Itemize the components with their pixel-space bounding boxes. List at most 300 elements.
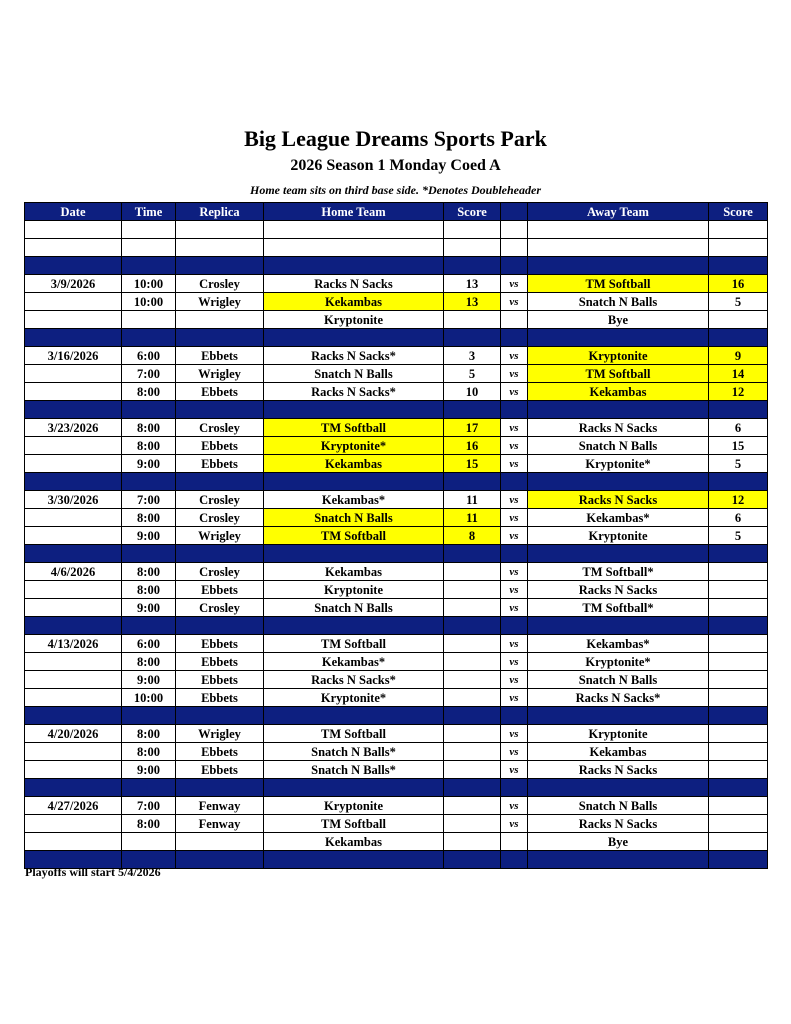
- vs-cell: vs: [501, 563, 528, 581]
- time-cell: 7:00: [122, 365, 176, 383]
- away-team-cell: Kekambas: [528, 743, 709, 761]
- vs-cell: vs: [501, 671, 528, 689]
- date-cell: [25, 239, 122, 257]
- replica-cell: Crosley: [176, 491, 264, 509]
- home-team-cell: Kryptonite*: [264, 689, 444, 707]
- separator-cell: [528, 779, 709, 797]
- separator-cell: [176, 779, 264, 797]
- vs-cell: [501, 221, 528, 239]
- home-team-cell: TM Softball: [264, 725, 444, 743]
- page-title: Big League Dreams Sports Park: [244, 126, 547, 151]
- away-team-cell: TM Softball*: [528, 599, 709, 617]
- replica-cell: Ebbets: [176, 743, 264, 761]
- vs-cell: vs: [501, 527, 528, 545]
- home-score-cell: 11: [444, 509, 501, 527]
- date-cell: [25, 509, 122, 527]
- home-team-cell: Snatch N Balls: [264, 365, 444, 383]
- separator-cell: [25, 473, 122, 491]
- separator-cell: [25, 617, 122, 635]
- week-separator-row: [25, 257, 768, 275]
- page-subtitle: 2026 Season 1 Monday Coed A: [290, 157, 501, 174]
- date-cell: [25, 221, 122, 239]
- time-cell: 8:00: [122, 563, 176, 581]
- separator-cell: [25, 545, 122, 563]
- home-team-cell: Kekambas: [264, 293, 444, 311]
- column-header-away-score: Score: [709, 203, 768, 221]
- separator-cell: [176, 257, 264, 275]
- vs-cell: [501, 239, 528, 257]
- date-cell: [25, 383, 122, 401]
- home-team-cell: Racks N Sacks*: [264, 347, 444, 365]
- home-score-cell: [444, 815, 501, 833]
- table-row: [25, 491, 768, 509]
- replica-cell: Ebbets: [176, 671, 264, 689]
- footer-note: Playoffs will start 5/4/2026: [25, 865, 161, 879]
- home-team-cell: TM Softball: [264, 419, 444, 437]
- away-team-cell: Racks N Sacks*: [528, 689, 709, 707]
- separator-cell: [709, 473, 768, 491]
- week-separator-row: [25, 401, 768, 419]
- table-row: [25, 293, 768, 311]
- home-team-cell: [264, 239, 444, 257]
- home-team-cell: [264, 221, 444, 239]
- table-row: [25, 671, 768, 689]
- home-score-cell: 13: [444, 293, 501, 311]
- replica-cell: [176, 221, 264, 239]
- time-cell: [122, 311, 176, 329]
- time-cell: 10:00: [122, 689, 176, 707]
- replica-cell: Crosley: [176, 419, 264, 437]
- time-cell: 10:00: [122, 275, 176, 293]
- table-row: [25, 797, 768, 815]
- table-row: [25, 509, 768, 527]
- replica-cell: Wrigley: [176, 527, 264, 545]
- separator-cell: [444, 851, 501, 869]
- separator-cell: [444, 779, 501, 797]
- vs-cell: vs: [501, 491, 528, 509]
- time-cell: 6:00: [122, 635, 176, 653]
- away-score-cell: 6: [709, 509, 768, 527]
- away-team-cell: Kryptonite*: [528, 455, 709, 473]
- week-separator-row: [25, 329, 768, 347]
- away-score-cell: [709, 653, 768, 671]
- away-score-cell: 5: [709, 293, 768, 311]
- table-row: [25, 581, 768, 599]
- time-cell: 9:00: [122, 599, 176, 617]
- replica-cell: Wrigley: [176, 293, 264, 311]
- separator-cell: [264, 329, 444, 347]
- table-row: [25, 275, 768, 293]
- time-cell: 8:00: [122, 419, 176, 437]
- home-team-cell: Kekambas: [264, 833, 444, 851]
- away-score-cell: 5: [709, 527, 768, 545]
- date-cell: [25, 293, 122, 311]
- vs-cell: vs: [501, 419, 528, 437]
- table-row: [25, 221, 768, 239]
- vs-cell: vs: [501, 653, 528, 671]
- away-team-cell: Snatch N Balls: [528, 437, 709, 455]
- vs-cell: vs: [501, 599, 528, 617]
- away-team-cell: Racks N Sacks: [528, 581, 709, 599]
- away-team-cell: TM Softball: [528, 365, 709, 383]
- separator-cell: [25, 779, 122, 797]
- away-score-cell: [709, 671, 768, 689]
- time-cell: 8:00: [122, 815, 176, 833]
- separator-cell: [444, 401, 501, 419]
- away-score-cell: 16: [709, 275, 768, 293]
- time-cell: 9:00: [122, 761, 176, 779]
- separator-cell: [709, 779, 768, 797]
- separator-cell: [709, 545, 768, 563]
- home-team-cell: Racks N Sacks*: [264, 671, 444, 689]
- home-score-cell: 15: [444, 455, 501, 473]
- home-team-cell: Kekambas*: [264, 653, 444, 671]
- separator-cell: [501, 473, 528, 491]
- away-team-cell: Bye: [528, 833, 709, 851]
- separator-cell: [122, 473, 176, 491]
- away-team-cell: Snatch N Balls: [528, 797, 709, 815]
- home-team-cell: Racks N Sacks: [264, 275, 444, 293]
- separator-cell: [501, 329, 528, 347]
- table-row: [25, 689, 768, 707]
- away-team-cell: Racks N Sacks: [528, 815, 709, 833]
- away-score-cell: 6: [709, 419, 768, 437]
- separator-cell: [122, 545, 176, 563]
- table-row: [25, 743, 768, 761]
- table-row: [25, 527, 768, 545]
- separator-cell: [528, 257, 709, 275]
- date-cell: 3/9/2026: [25, 275, 122, 293]
- home-team-cell: TM Softball: [264, 815, 444, 833]
- column-header-time: Time: [122, 203, 176, 221]
- date-cell: [25, 833, 122, 851]
- replica-cell: Ebbets: [176, 383, 264, 401]
- separator-cell: [264, 779, 444, 797]
- week-separator-row: [25, 779, 768, 797]
- date-cell: 4/13/2026: [25, 635, 122, 653]
- date-cell: [25, 365, 122, 383]
- away-score-cell: [709, 725, 768, 743]
- time-cell: 8:00: [122, 437, 176, 455]
- separator-cell: [501, 779, 528, 797]
- home-score-cell: [444, 689, 501, 707]
- home-score-cell: 16: [444, 437, 501, 455]
- home-team-cell: Racks N Sacks*: [264, 383, 444, 401]
- separator-cell: [444, 473, 501, 491]
- separator-cell: [264, 401, 444, 419]
- column-header-away-team: Away Team: [528, 203, 709, 221]
- separator-cell: [709, 257, 768, 275]
- table-row: [25, 311, 768, 329]
- home-score-cell: [444, 671, 501, 689]
- separator-cell: [501, 617, 528, 635]
- home-score-cell: [444, 833, 501, 851]
- table-row: [25, 419, 768, 437]
- replica-cell: Ebbets: [176, 581, 264, 599]
- home-team-cell: Kryptonite*: [264, 437, 444, 455]
- week-separator-row: [25, 545, 768, 563]
- time-cell: 8:00: [122, 581, 176, 599]
- vs-cell: vs: [501, 365, 528, 383]
- home-team-cell: TM Softball: [264, 527, 444, 545]
- home-team-cell: Snatch N Balls: [264, 509, 444, 527]
- away-score-cell: [709, 311, 768, 329]
- column-header-home-score: Score: [444, 203, 501, 221]
- table-row: [25, 437, 768, 455]
- table-row: [25, 653, 768, 671]
- time-cell: 8:00: [122, 653, 176, 671]
- away-score-cell: [709, 581, 768, 599]
- away-score-cell: [709, 761, 768, 779]
- home-score-cell: 8: [444, 527, 501, 545]
- replica-cell: Crosley: [176, 563, 264, 581]
- away-team-cell: Snatch N Balls: [528, 671, 709, 689]
- table-row: [25, 815, 768, 833]
- separator-cell: [444, 707, 501, 725]
- separator-cell: [176, 329, 264, 347]
- away-score-cell: [709, 563, 768, 581]
- schedule-table: [24, 202, 768, 869]
- date-cell: [25, 671, 122, 689]
- away-team-cell: Kekambas: [528, 383, 709, 401]
- replica-cell: Ebbets: [176, 761, 264, 779]
- table-header-row: [25, 203, 768, 221]
- away-team-cell: Kryptonite: [528, 527, 709, 545]
- vs-cell: vs: [501, 725, 528, 743]
- separator-cell: [264, 617, 444, 635]
- week-separator-row: [25, 617, 768, 635]
- away-score-cell: 12: [709, 383, 768, 401]
- separator-cell: [176, 545, 264, 563]
- separator-cell: [528, 473, 709, 491]
- away-score-cell: [709, 635, 768, 653]
- away-team-cell: [528, 239, 709, 257]
- away-score-cell: [709, 743, 768, 761]
- vs-cell: vs: [501, 347, 528, 365]
- home-score-cell: [444, 581, 501, 599]
- away-score-cell: [709, 797, 768, 815]
- separator-cell: [122, 257, 176, 275]
- home-score-cell: [444, 635, 501, 653]
- table-row: [25, 239, 768, 257]
- separator-cell: [122, 779, 176, 797]
- away-score-cell: [709, 239, 768, 257]
- home-score-cell: 17: [444, 419, 501, 437]
- home-team-cell: Kryptonite: [264, 581, 444, 599]
- home-team-cell: Kryptonite: [264, 311, 444, 329]
- away-team-cell: Bye: [528, 311, 709, 329]
- date-cell: 4/6/2026: [25, 563, 122, 581]
- vs-cell: vs: [501, 797, 528, 815]
- date-cell: [25, 599, 122, 617]
- separator-cell: [501, 707, 528, 725]
- time-cell: 10:00: [122, 293, 176, 311]
- away-score-cell: [709, 221, 768, 239]
- away-score-cell: 5: [709, 455, 768, 473]
- separator-cell: [444, 329, 501, 347]
- away-team-cell: Racks N Sacks: [528, 419, 709, 437]
- away-score-cell: 15: [709, 437, 768, 455]
- away-team-cell: Kryptonite: [528, 725, 709, 743]
- replica-cell: Ebbets: [176, 635, 264, 653]
- replica-cell: Ebbets: [176, 653, 264, 671]
- home-score-cell: 13: [444, 275, 501, 293]
- replica-cell: Fenway: [176, 797, 264, 815]
- separator-cell: [25, 707, 122, 725]
- time-cell: [122, 833, 176, 851]
- table-row: [25, 833, 768, 851]
- home-score-cell: 11: [444, 491, 501, 509]
- table-row: [25, 599, 768, 617]
- away-score-cell: 9: [709, 347, 768, 365]
- date-cell: [25, 437, 122, 455]
- table-row: [25, 455, 768, 473]
- home-team-cell: Kryptonite: [264, 797, 444, 815]
- vs-cell: vs: [501, 581, 528, 599]
- time-cell: [122, 239, 176, 257]
- separator-cell: [709, 329, 768, 347]
- separator-cell: [25, 401, 122, 419]
- away-score-cell: [709, 833, 768, 851]
- date-cell: [25, 581, 122, 599]
- away-score-cell: 14: [709, 365, 768, 383]
- away-team-cell: Snatch N Balls: [528, 293, 709, 311]
- vs-cell: vs: [501, 635, 528, 653]
- away-score-cell: 12: [709, 491, 768, 509]
- replica-cell: Ebbets: [176, 455, 264, 473]
- home-score-cell: [444, 743, 501, 761]
- column-header-replica: Replica: [176, 203, 264, 221]
- column-header-home-team: Home Team: [264, 203, 444, 221]
- replica-cell: Ebbets: [176, 437, 264, 455]
- away-team-cell: TM Softball*: [528, 563, 709, 581]
- vs-cell: vs: [501, 275, 528, 293]
- separator-cell: [709, 707, 768, 725]
- separator-cell: [501, 401, 528, 419]
- away-team-cell: TM Softball: [528, 275, 709, 293]
- home-team-cell: Kekambas: [264, 563, 444, 581]
- separator-cell: [176, 473, 264, 491]
- separator-cell: [501, 257, 528, 275]
- home-team-cell: TM Softball: [264, 635, 444, 653]
- date-cell: [25, 311, 122, 329]
- home-score-cell: 10: [444, 383, 501, 401]
- replica-cell: Crosley: [176, 509, 264, 527]
- away-team-cell: Kryptonite*: [528, 653, 709, 671]
- table-row: [25, 563, 768, 581]
- separator-cell: [122, 401, 176, 419]
- vs-cell: vs: [501, 761, 528, 779]
- date-cell: 3/16/2026: [25, 347, 122, 365]
- replica-cell: Fenway: [176, 815, 264, 833]
- date-cell: [25, 743, 122, 761]
- vs-cell: vs: [501, 689, 528, 707]
- date-cell: [25, 653, 122, 671]
- home-score-cell: [444, 311, 501, 329]
- home-score-cell: [444, 761, 501, 779]
- vs-cell: vs: [501, 743, 528, 761]
- vs-cell: vs: [501, 455, 528, 473]
- away-score-cell: [709, 689, 768, 707]
- separator-cell: [528, 329, 709, 347]
- table-row: [25, 383, 768, 401]
- time-cell: 8:00: [122, 743, 176, 761]
- vs-cell: vs: [501, 509, 528, 527]
- separator-cell: [122, 617, 176, 635]
- away-team-cell: Kryptonite: [528, 347, 709, 365]
- column-header-vs: [501, 203, 528, 221]
- time-cell: [122, 221, 176, 239]
- home-team-cell: Snatch N Balls*: [264, 761, 444, 779]
- home-score-cell: [444, 563, 501, 581]
- date-cell: 4/27/2026: [25, 797, 122, 815]
- separator-cell: [501, 545, 528, 563]
- separator-cell: [444, 257, 501, 275]
- date-cell: [25, 455, 122, 473]
- replica-cell: Crosley: [176, 599, 264, 617]
- separator-cell: [264, 257, 444, 275]
- separator-cell: [25, 257, 122, 275]
- separator-cell: [264, 545, 444, 563]
- replica-cell: Ebbets: [176, 689, 264, 707]
- vs-cell: vs: [501, 383, 528, 401]
- separator-cell: [528, 851, 709, 869]
- replica-cell: Wrigley: [176, 725, 264, 743]
- away-team-cell: Racks N Sacks: [528, 491, 709, 509]
- separator-cell: [176, 851, 264, 869]
- separator-cell: [264, 707, 444, 725]
- replica-cell: Crosley: [176, 275, 264, 293]
- home-team-cell: Kekambas*: [264, 491, 444, 509]
- replica-cell: Ebbets: [176, 347, 264, 365]
- date-cell: 4/20/2026: [25, 725, 122, 743]
- time-cell: 8:00: [122, 725, 176, 743]
- replica-cell: Wrigley: [176, 365, 264, 383]
- table-row: [25, 347, 768, 365]
- date-cell: [25, 689, 122, 707]
- table-row: [25, 761, 768, 779]
- week-separator-row: [25, 707, 768, 725]
- time-cell: 9:00: [122, 671, 176, 689]
- separator-cell: [709, 401, 768, 419]
- time-cell: 9:00: [122, 455, 176, 473]
- replica-cell: [176, 239, 264, 257]
- date-cell: 3/30/2026: [25, 491, 122, 509]
- replica-cell: [176, 311, 264, 329]
- separator-cell: [444, 617, 501, 635]
- away-team-cell: [528, 221, 709, 239]
- vs-cell: vs: [501, 437, 528, 455]
- time-cell: 7:00: [122, 797, 176, 815]
- time-cell: 9:00: [122, 527, 176, 545]
- away-team-cell: Kekambas*: [528, 509, 709, 527]
- date-cell: [25, 815, 122, 833]
- away-team-cell: Racks N Sacks: [528, 761, 709, 779]
- separator-cell: [25, 329, 122, 347]
- time-cell: 7:00: [122, 491, 176, 509]
- home-score-cell: [444, 725, 501, 743]
- home-score-cell: [444, 239, 501, 257]
- separator-cell: [528, 617, 709, 635]
- time-cell: 6:00: [122, 347, 176, 365]
- separator-cell: [264, 473, 444, 491]
- home-team-cell: Snatch N Balls: [264, 599, 444, 617]
- home-score-cell: [444, 221, 501, 239]
- separator-cell: [709, 617, 768, 635]
- date-cell: [25, 761, 122, 779]
- column-header-date: Date: [25, 203, 122, 221]
- separator-cell: [501, 851, 528, 869]
